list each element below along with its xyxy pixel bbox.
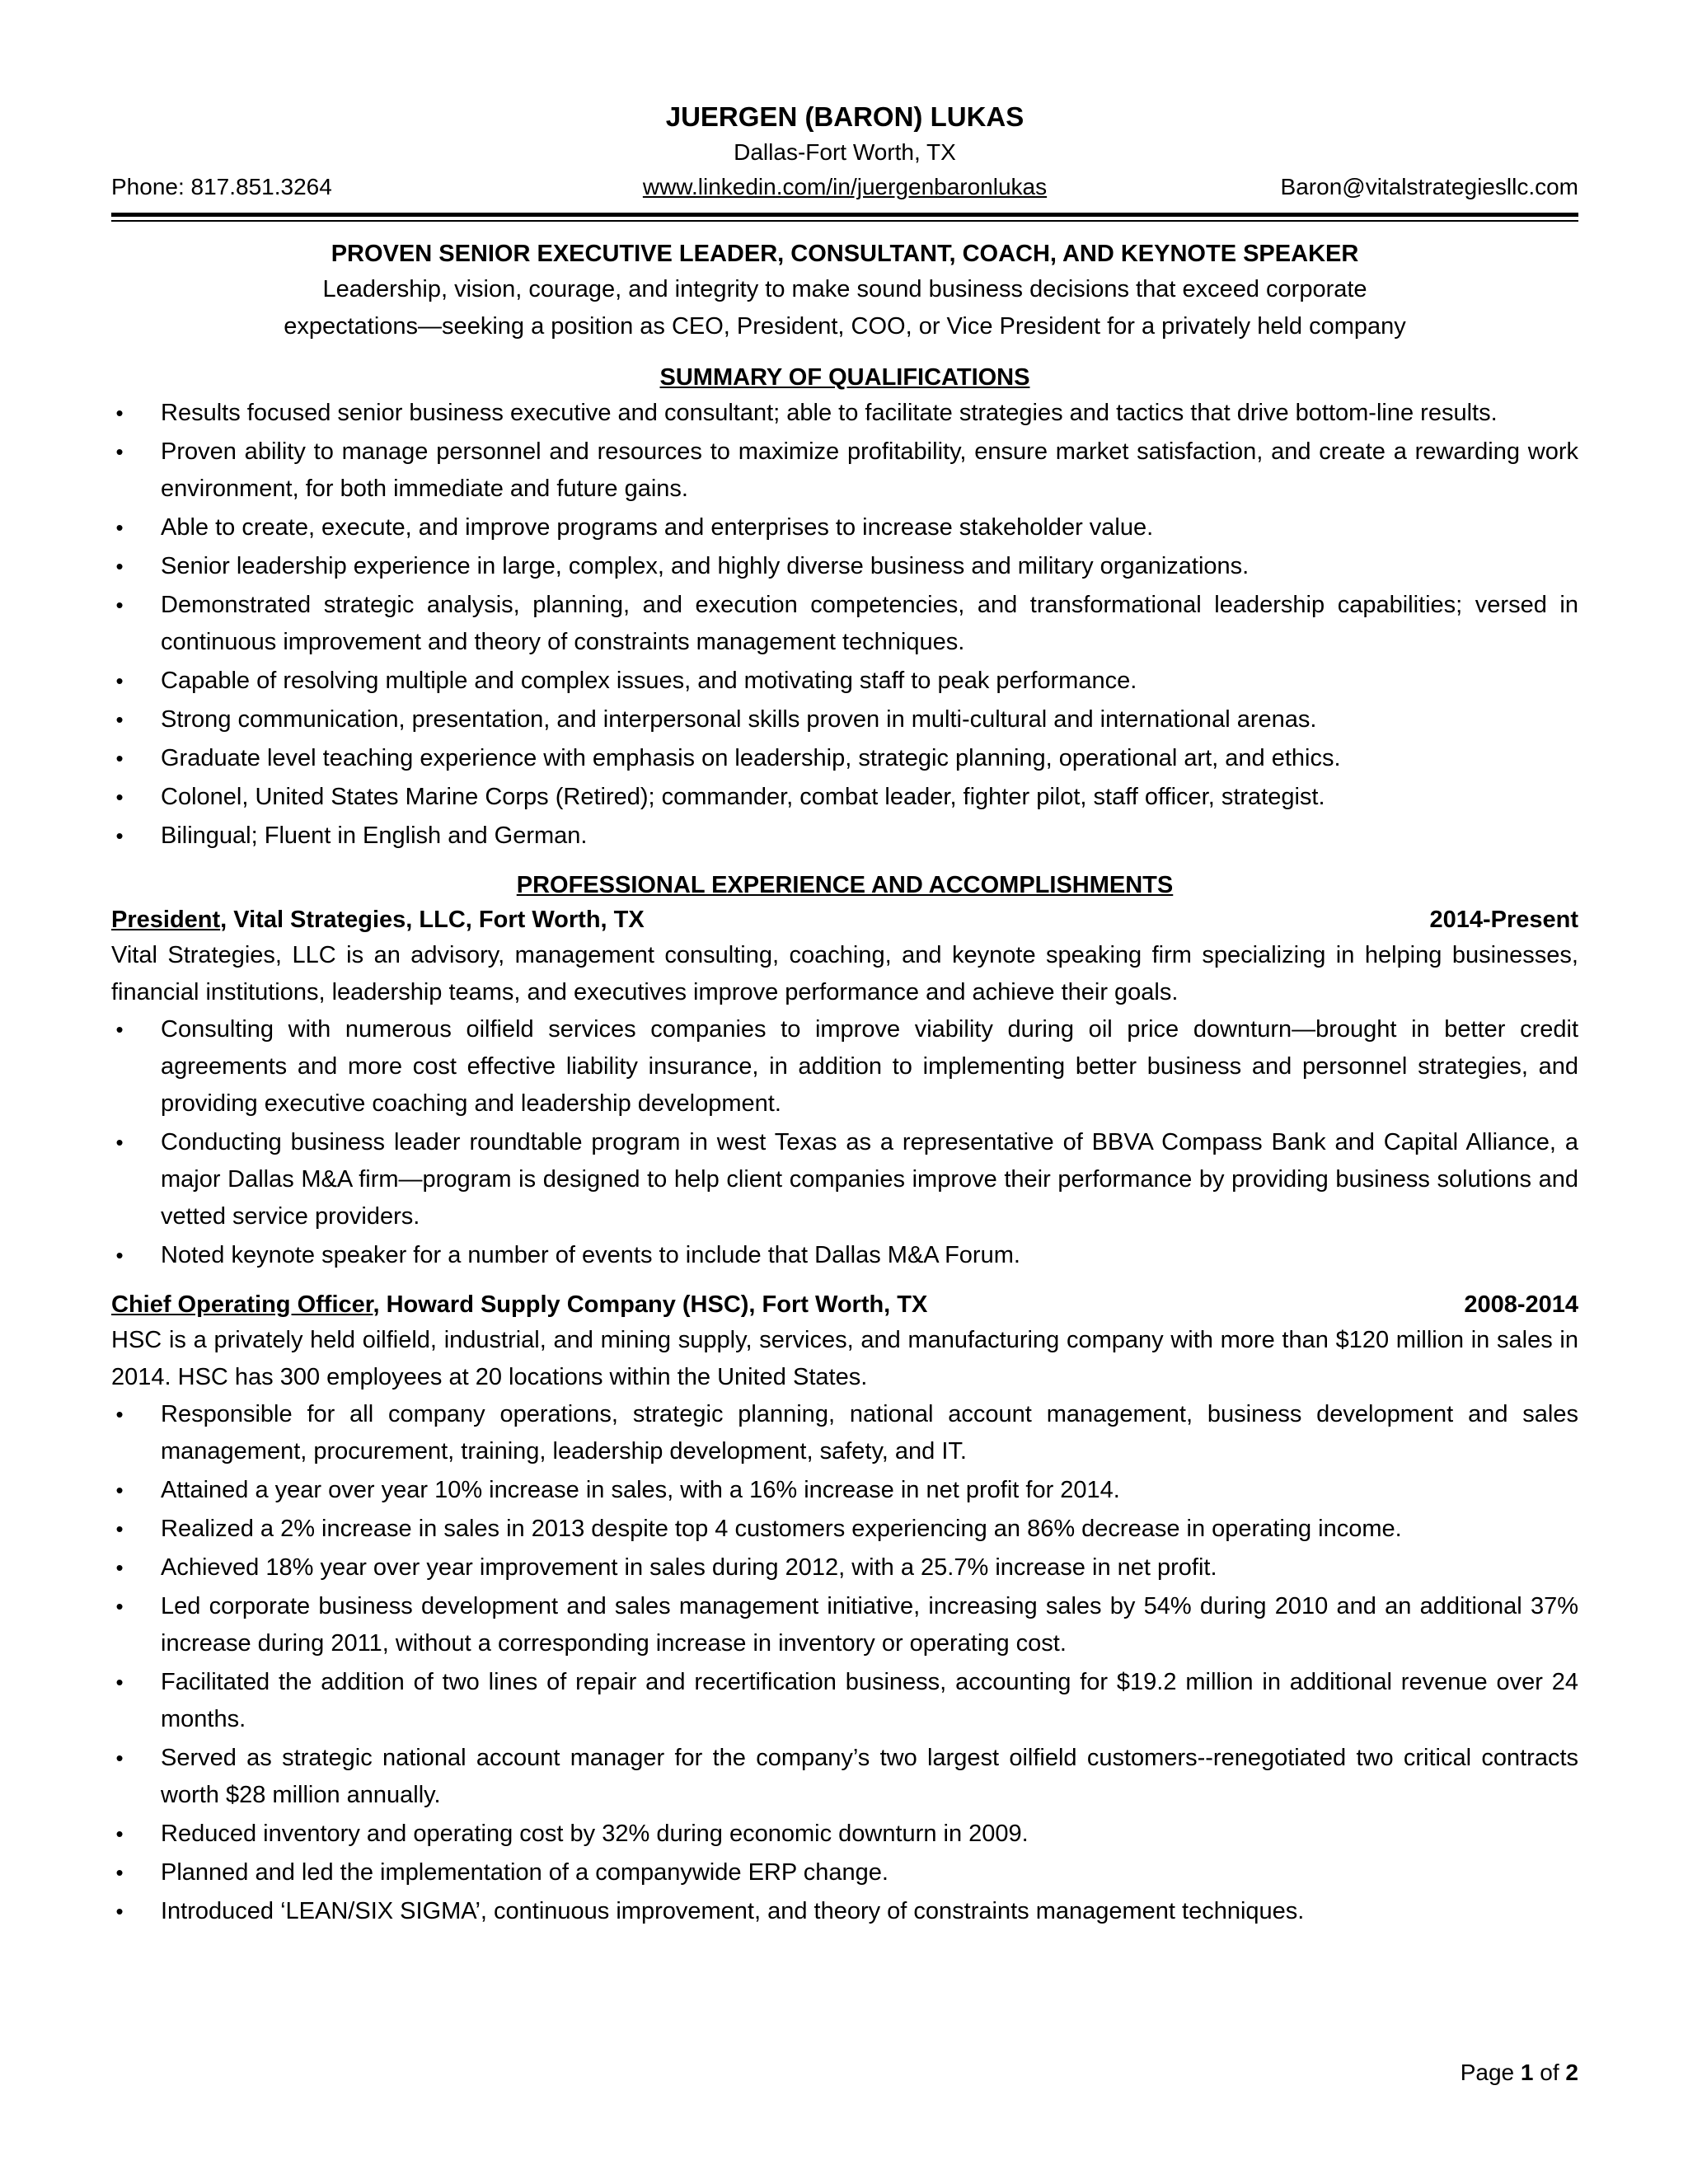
header-divider-thin <box>111 220 1578 222</box>
phone-number: Phone: 817.851.3264 <box>111 174 332 199</box>
achievement-item: • Led corporate business development and sales management initiative, increasing sales by 54% during 2010 and an additional 37% increase during 2011, without a corresponding increase in inventory or operating cost. <box>111 1588 1578 1662</box>
job-header <box>111 1287 1578 1322</box>
achievement-item: • Introduced ‘LEAN/SIX SIGMA’, continuous improvement, and theory of constraints management techniques. <box>111 1893 1578 1930</box>
job-dates: 2014-Present <box>1429 907 1578 933</box>
candidate-location: Dallas-Fort Worth, TX <box>734 139 956 165</box>
bullet-icon: • <box>115 1670 124 1694</box>
bullet-icon: • <box>115 1860 124 1885</box>
achievement-item: • Facilitated the addition of two lines of repair and recertification business, accounting for $19.2 million in additional revenue over 24 months. <box>111 1664 1578 1738</box>
summary-item: • Strong communication, presentation, and interpersonal skills proven in multi-cultural and international arenas. <box>111 701 1578 738</box>
bullet-icon: • <box>115 1899 124 1924</box>
achievement-item: • Served as strategic national account manager for the company’s two largest oilfield customers--renegotiated two critical contracts worth $28 million annually. <box>111 1740 1578 1814</box>
bullet-icon: • <box>115 1130 124 1155</box>
bullet-icon: • <box>115 593 124 617</box>
achievement-item: • Conducting business leader roundtable program in west Texas as a representative of BBVA Compass Bank and Capital Alliance, a major Dallas M&A firm—program is designed to help client companies improve their performance by providing business solutions and vetted service providers. <box>111 1124 1578 1235</box>
job-entry-president <box>111 902 1578 1274</box>
bullet-icon: • <box>115 1555 124 1580</box>
summary-item: • Demonstrated strategic analysis, planning, and execution competencies, and transformational leadership capabilities; versed in continuous improvement and theory of constraints management techniques. <box>111 587 1578 661</box>
bullet-icon: • <box>115 1017 124 1042</box>
linkedin-link[interactable]: www.linkedin.com/in/juergenbaronlukas <box>642 174 1048 199</box>
job-achievements-list <box>111 1011 1578 1274</box>
bullet-icon: • <box>115 1594 124 1619</box>
page-total: 2 <box>1565 2060 1578 2085</box>
bullet-icon: • <box>115 668 124 693</box>
bullet-icon: • <box>115 1478 124 1502</box>
summary-item: • Bilingual; Fluent in English and German. <box>111 818 1578 855</box>
job-title: President <box>111 907 221 933</box>
job-achievements-list <box>111 1396 1578 1930</box>
bullet-icon: • <box>115 401 124 425</box>
resume-content <box>111 99 1578 1932</box>
achievement-item: • Achieved 18% year over year improvement in sales during 2012, with a 25.7% increase in net profit. <box>111 1549 1578 1586</box>
bullet-icon: • <box>115 1402 124 1427</box>
bullet-icon: • <box>115 515 124 540</box>
email-address: Baron@vitalstrategiesllc.com <box>1280 174 1578 199</box>
bullet-icon: • <box>115 746 124 771</box>
achievement-item: • Reduced inventory and operating cost by 32% during economic downturn in 2009. <box>111 1816 1578 1853</box>
job-description: Vital Strategies, LLC is an advisory, management consulting, coaching, and keynote speaking firm specializing in helping businesses, financial institutions, leadership teams, and executives improve performance and achieve their goals. <box>111 942 1578 1005</box>
bullet-icon: • <box>115 1516 124 1541</box>
job-entry-coo <box>111 1287 1578 1930</box>
achievement-item: • Planned and led the implementation of a companywide ERP change. <box>111 1854 1578 1891</box>
contact-row <box>111 170 1578 204</box>
experience-section-title: PROFESSIONAL EXPERIENCE AND ACCOMPLISHMENTS <box>516 872 1174 898</box>
achievement-item: • Noted keynote speaker for a number of events to include that Dallas M&A Forum. <box>111 1237 1578 1274</box>
achievement-item: • Attained a year over year 10% increase in sales, with a 16% increase in net profit for 2014. <box>111 1472 1578 1509</box>
summary-item: • Colonel, United States Marine Corps (Retired); commander, combat leader, fighter pilot, staff officer, strategist. <box>111 779 1578 816</box>
summary-item: • Senior leadership experience in large, complex, and highly diverse business and military organizations. <box>111 548 1578 585</box>
bullet-icon: • <box>115 439 124 464</box>
summary-item: • Graduate level teaching experience with emphasis on leadership, strategic planning, operational art, and ethics. <box>111 740 1578 777</box>
bullet-icon: • <box>115 785 124 809</box>
summary-item: • Proven ability to manage personnel and resources to maximize profitability, ensure market satisfaction, and create a rewarding work environment, for both immediate and future gains. <box>111 434 1578 508</box>
job-title: Chief Operating Officer <box>111 1291 373 1318</box>
job-header <box>111 902 1578 937</box>
achievement-item: • Realized a 2% increase in sales in 2013 despite top 4 customers experiencing an 86% decrease in operating income. <box>111 1511 1578 1548</box>
bullet-icon: • <box>115 823 124 848</box>
header-divider-thick <box>111 213 1578 217</box>
page-number <box>1461 2056 1578 2089</box>
job-dates: 2008-2014 <box>1464 1291 1578 1318</box>
summary-item: • Able to create, execute, and improve programs and enterprises to increase stakeholder value. <box>111 509 1578 546</box>
profile-tagline-line-1: Leadership, vision, courage, and integrity to make sound business decisions that exceed corporate <box>322 276 1367 302</box>
summary-item: • Results focused senior business executive and consultant; able to facilitate strategies and tactics that drive bottom-line results. <box>111 395 1578 432</box>
achievement-item: • Consulting with numerous oilfield services companies to improve viability during oil price downturn—brought in better credit agreements and more cost effective liability insurance, in addition to implementing better business and personnel strategies, and providing executive coaching and leadership development. <box>111 1011 1578 1122</box>
bullet-icon: • <box>115 707 124 732</box>
profile-tagline-line-2: expectations—seeking a position as CEO, President, COO, or Vice President for a privately held company <box>284 313 1406 340</box>
page-label: Page <box>1460 2060 1515 2085</box>
summary-section-title: SUMMARY OF QUALIFICATIONS <box>659 364 1030 391</box>
job-description: HSC is a privately held oilfield, industrial, and mining supply, services, and manufacturing company with more than $120 million in sales in 2014. HSC has 300 employees at 20 locations within the United States. <box>111 1327 1578 1390</box>
candidate-name: JUERGEN (BARON) LUKAS <box>665 101 1025 132</box>
profile-headline: PROVEN SENIOR EXECUTIVE LEADER, CONSULTANT, COACH, AND KEYNOTE SPEAKER <box>331 241 1359 267</box>
bullet-icon: • <box>115 1746 124 1770</box>
job-organization: , Vital Strategies, LLC, Fort Worth, TX <box>220 907 645 933</box>
page-of: of <box>1540 2060 1559 2085</box>
bullet-icon: • <box>115 1821 124 1846</box>
bullet-icon: • <box>115 554 124 579</box>
achievement-item: • Responsible for all company operations, strategic planning, national account management, business development and sales management, procurement, training, leadership development, safety, and IT. <box>111 1396 1578 1470</box>
page-current: 1 <box>1520 2060 1534 2085</box>
summary-item: • Capable of resolving multiple and complex issues, and motivating staff to peak performance. <box>111 663 1578 700</box>
bullet-icon: • <box>115 1243 124 1268</box>
job-organization: , Howard Supply Company (HSC), Fort Worth, TX <box>373 1291 928 1318</box>
summary-list <box>111 395 1578 855</box>
